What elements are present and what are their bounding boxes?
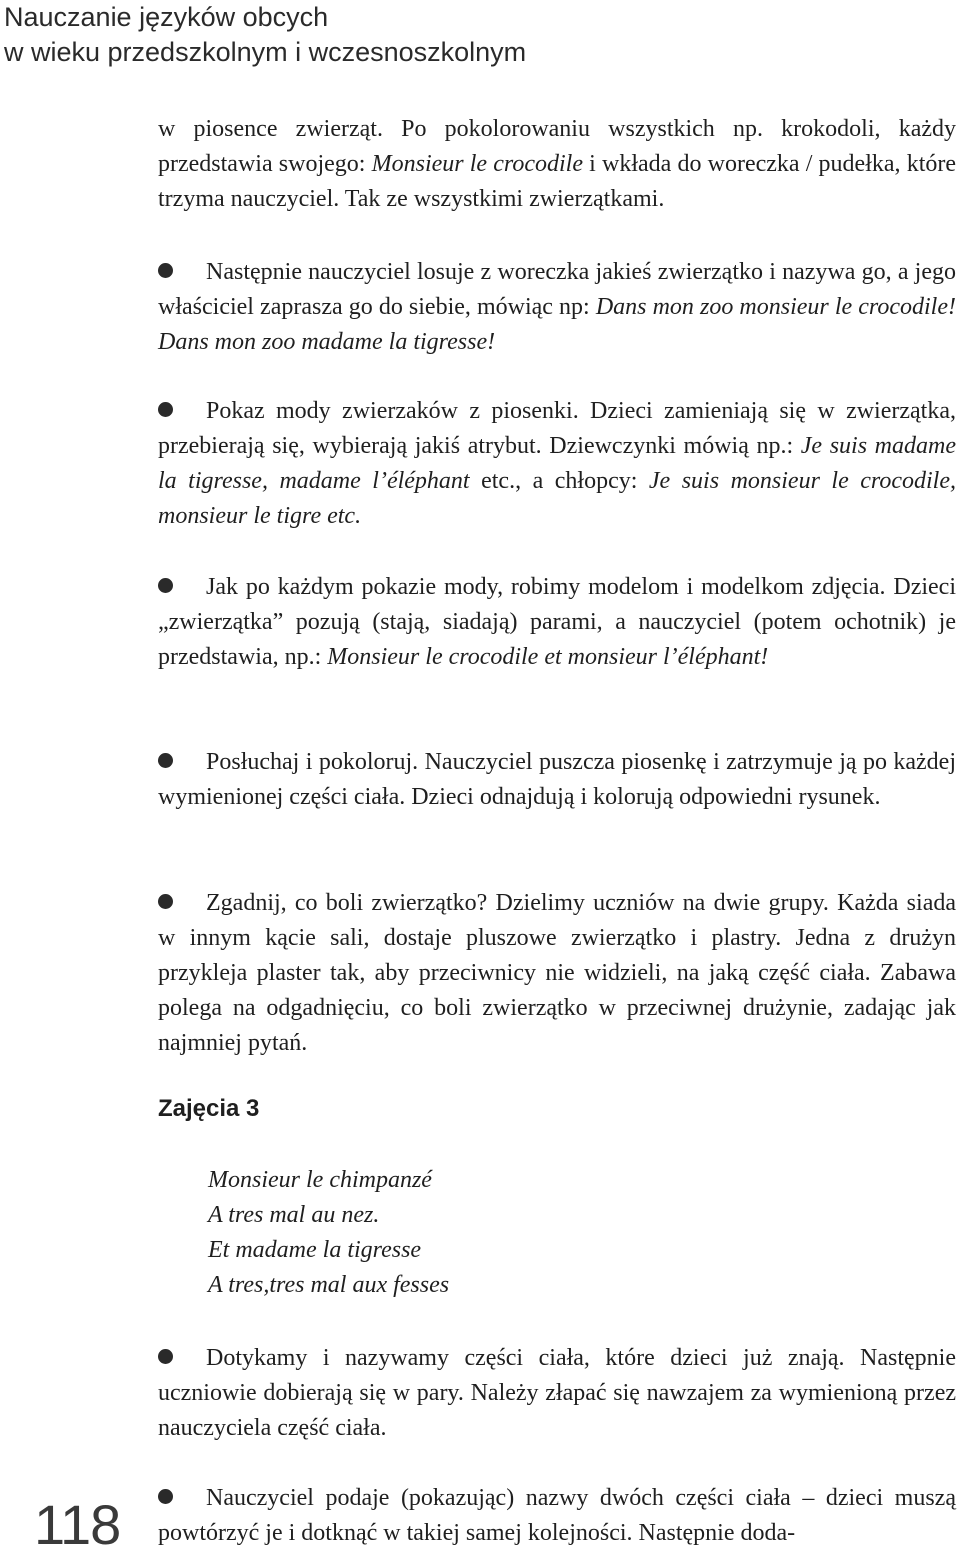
header-line-1: Nauczanie języków obcych [4, 2, 329, 32]
bullet-icon [158, 578, 173, 593]
paragraph-4: Jak po każdym pokazie mody, robimy modelom i modelkom zdjęcia. Dzieci „zwierzątka” pozują (stają, siadają) parami, a nauczyciel (potem ochotnik) je przedstawia, np.: Monsieur le crocodile et monsieur l’éléphant! [158, 574, 956, 670]
running-header [4, 0, 526, 70]
bullet-icon [158, 894, 173, 909]
bullet-icon [158, 402, 173, 417]
poem-line: Et madame la tigresse [208, 1237, 422, 1263]
bullet-icon [158, 753, 173, 768]
paragraph-3: Pokaz mody zwierzaków z piosenki. Dzieci zamieniają się w zwierzątka, przebierają się, wybierają jakiś atrybut. Dziewczynki mówią np.: Je suis madame la tigresse, madame l’éléphant etc., a chłopcy: Je suis monsieur le crocodile, monsieur le tigre etc. [158, 398, 957, 529]
header-line-2: w wieku przedszkolnym i wczesnoszkolnym [4, 37, 527, 67]
bullet-icon [158, 1349, 173, 1364]
section-title: Zajęcia 3 [158, 1095, 260, 1122]
poem-line: A tres,tres mal aux fesses [208, 1272, 450, 1298]
bullet-icon [158, 1489, 173, 1504]
paragraph-8: Nauczyciel podaje (pokazując) nazwy dwóch części ciała – dzieci muszą powtórzyć je i dotknąć w takiej samej kolejności. Następnie doda- [158, 1485, 956, 1546]
paragraph-6: Zgadnij, co boli zwierzątko? Dzielimy uczniów na dwie grupy. Każda siada w innym kącie sali, dostaje pluszowe zwierzątko i plastry. Jedna z drużyn przykleja plaster tak, aby przeciwnicy nie widzieli, na jaką część ciała. Zabawa polega na odgadnięciu, co boli zwierzątko w przeciwnej drużynie, zadając jak najmniej pytań. [158, 890, 956, 1056]
poem [208, 1163, 449, 1303]
page-number: 118 [34, 1493, 121, 1556]
paragraph-7: Dotykamy i nazywamy części ciała, które dzieci już znają. Następnie uczniowie dobierają się w pary. Należy złapać się nawzajem za wymienioną przez nauczyciela część ciała. [158, 1345, 956, 1441]
bullet-icon [158, 263, 173, 278]
paragraph-1: w piosence zwierząt. Po pokolorowaniu wszystkich np. krokodoli, każdy przedstawia swojego: Monsieur le crocodile i wkłada do woreczka / pudełka, które trzyma nauczyciel. Tak ze wszystkimi zwierzątkami. [158, 116, 957, 212]
paragraph-2: Następnie nauczyciel losuje z woreczka jakieś zwierzątko i nazywa go, a jego właściciel zaprasza go do siebie, mówiąc np: Dans mon zoo monsieur le crocodile! Dans mon zoo madame la tigresse! [158, 259, 956, 355]
poem-line: A tres mal au nez. [208, 1202, 380, 1228]
paragraph-5: Posłuchaj i pokoloruj. Nauczyciel puszcza piosenkę i zatrzymuje ją po każdej wymienionej części ciała. Dzieci odnajdują i kolorują odpowiedni rysunek. [158, 749, 956, 810]
poem-line: Monsieur le chimpanzé [208, 1167, 432, 1193]
